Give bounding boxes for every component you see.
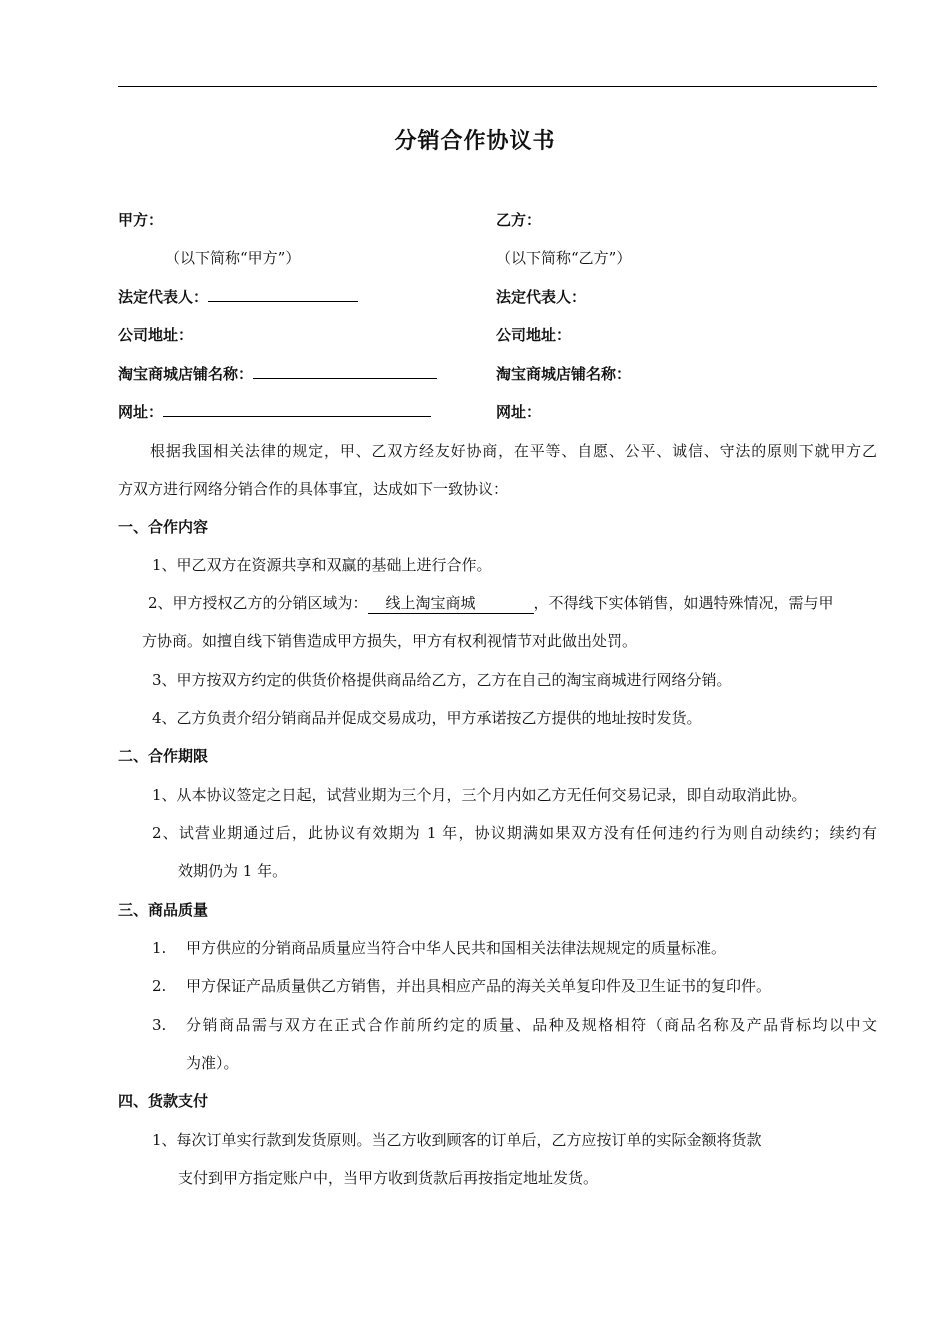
party-a-label: 甲方： (118, 211, 164, 229)
section-3-item-2-number: 2. (152, 977, 167, 995)
section-4-item-1-line-2: 支付到甲方指定账户中，当甲方收到货款后再按指定地址发货。 (178, 1169, 599, 1187)
section-1-item-2-pre: 2、甲方授权乙方的分销区域为： (148, 594, 368, 612)
section-1-item-3: 3、甲方按双方约定的供货价格提供商品给乙方，乙方在自己的淘宝商城进行网络分销。 (152, 671, 732, 689)
party-a-shop-row (118, 364, 437, 384)
party-a-url-label: 网址： (118, 403, 164, 421)
party-a-address-label: 公司地址： (118, 326, 194, 344)
party-b-url-label: 网址： (496, 403, 542, 421)
party-b-address-label: 公司地址： (496, 326, 572, 344)
section-3-item-3-line-2: 为准）。 (186, 1054, 239, 1072)
preamble-line-1: 根据我国相关法律的规定，甲、乙双方经友好协商，在平等、自愿、公平、诚信、守法的原则下就甲方乙 (150, 442, 877, 460)
section-2-item-2-line-1: 2、试营业期通过后，此协议有效期为 1 年，协议期满如果双方没有任何违约行为则自动续约；续约有 (152, 824, 877, 842)
section-1-item-1: 1、甲乙双方在资源共享和双赢的基础上进行合作。 (152, 556, 492, 574)
section-2-heading: 二、合作期限 (118, 747, 209, 765)
header-rule (118, 86, 877, 87)
party-b-label: 乙方： (496, 211, 542, 229)
party-a-url-blank[interactable] (163, 402, 431, 417)
section-1-item-2-post: ，不得线下实体销售，如遇特殊情况，需与甲 (533, 594, 834, 612)
section-4-heading: 四、货款支付 (118, 1092, 209, 1110)
section-3-heading: 三、商品质量 (118, 901, 209, 919)
party-a-rep-label: 法定代表人： (118, 288, 209, 306)
section-3-item-3-number: 3. (152, 1016, 167, 1034)
party-b-abbr: （以下简称“乙方”） (496, 249, 632, 267)
party-a-abbr: （以下简称“甲方”） (165, 249, 301, 267)
party-a-rep-row (118, 287, 358, 307)
section-2-item-1: 1、从本协议签定之日起，试营业期为三个月，三个月内如乙方无任何交易记录，即自动取消此协。 (152, 786, 807, 804)
section-3-item-3-line-1: 分销商品需与双方在正式合作前所约定的质量、品种及规格相符（商品名称及产品背标均以中文 (186, 1016, 877, 1034)
section-3-item-1: 甲方供应的分销商品质量应当符合中华人民共和国相关法律法规规定的质量标准。 (186, 939, 727, 957)
sales-region-value: 线上淘宝商城 (368, 593, 534, 614)
party-a-rep-blank[interactable] (208, 287, 358, 302)
section-1-item-4: 4、乙方负责介绍分销商品并促成交易成功，甲方承诺按乙方提供的地址按时发货。 (152, 709, 702, 727)
party-b-shop-label: 淘宝商城店铺名称： (496, 365, 632, 383)
section-1-item-2-line-2: 方协商。如擅自线下销售造成甲方损失，甲方有权利视情节对此做出处罚。 (142, 632, 638, 650)
party-a-shop-label: 淘宝商城店铺名称： (118, 365, 254, 383)
party-b-rep-label: 法定代表人： (496, 288, 587, 306)
section-3-item-2: 甲方保证产品质量供乙方销售，并出具相应产品的海关关单复印件及卫生证书的复印件。 (186, 977, 772, 995)
section-3-item-1-number: 1. (152, 939, 167, 957)
section-1-heading: 一、合作内容 (118, 518, 209, 536)
section-4-item-1-line-1: 1、每次订单实行款到发货原则。当乙方收到顾客的订单后，乙方应按订单的实际金额将货款 (152, 1131, 762, 1149)
document-title: 分销合作协议书 (394, 128, 556, 154)
preamble-line-2: 方双方进行网络分销合作的具体事宜，达成如下一致协议： (118, 480, 509, 498)
section-1-item-2 (148, 593, 834, 614)
party-a-shop-blank[interactable] (253, 364, 437, 379)
section-2-item-2-line-2: 效期仍为 1 年。 (178, 862, 288, 880)
party-a-url-row (118, 402, 431, 422)
